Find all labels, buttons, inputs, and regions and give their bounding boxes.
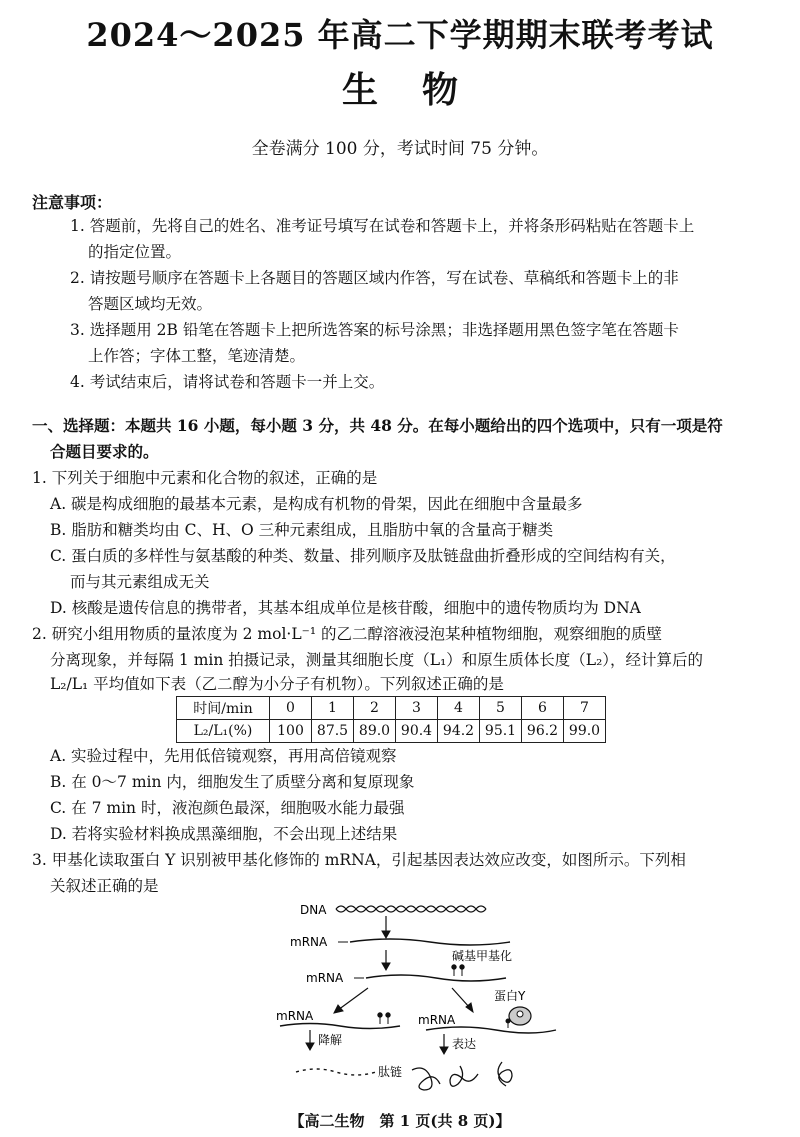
table-cell: 3 (396, 697, 438, 720)
section1-heading-cont: 合题目要求的。 (50, 442, 159, 461)
express-label: 表达 (452, 1037, 477, 1051)
arrow-icon (440, 1034, 448, 1054)
table-cell: 100 (270, 720, 312, 743)
arrow-icon (382, 950, 390, 970)
subject-title: 生物 (341, 69, 502, 111)
q2-stem-cont: 分离现象，并每隔 1 min 拍摄记录，测量其细胞长度（L₁）和原生质体长度（L₂），经计算后的 (50, 651, 704, 669)
mrna-strand-2 (366, 975, 506, 981)
mrna-strand-3 (280, 1024, 400, 1029)
mrna-label: mRNA (418, 1013, 456, 1027)
table-cell: 89.0 (354, 720, 396, 743)
q1-stem: 1. 下列关于细胞中元素和化合物的叙述，正确的是 (32, 469, 378, 487)
table-cell: 6 (522, 697, 564, 720)
notice-heading: 注意事项： (32, 193, 113, 212)
table-cell: 87.5 (312, 720, 354, 743)
table-cell: 4 (438, 697, 480, 720)
methyl-mark-icon (452, 965, 464, 976)
arrow-icon (306, 1030, 314, 1050)
section1-heading: 一、选择题：本题共 16 小题，每小题 3 分，共 48 分。在每小题给出的四个选项中，只有一项是符 (32, 416, 723, 435)
table-cell: 7 (564, 697, 606, 720)
protein-y-icon (509, 1007, 531, 1025)
mrna-strand-1 (350, 939, 510, 945)
notice-line: 3. 选择题用 2B 铅笔在答题卡上把所选答案的标号涂黑；非选择题用黑色签字笔在答题卡 (70, 321, 679, 339)
table-header-ratio: L₂/L₁(%) (177, 720, 270, 743)
dna-helix-icon (336, 906, 486, 912)
q2-stem-cont: L₂/L₁ 平均值如下表（乙二醇为小分子有机物）。下列叙述正确的是 (50, 675, 504, 693)
methyl-mark-icon (506, 1019, 510, 1028)
mrna-methylation-diagram (276, 898, 576, 1110)
exam-info: 全卷满分 100 分，考试时间 75 分钟。 (251, 139, 549, 159)
mrna-label: mRNA (276, 1009, 314, 1023)
q1-option-c-cont: 而与其元素组成无关 (70, 573, 210, 591)
notice-line: 上作答；字体工整，笔迹清楚。 (88, 347, 306, 365)
notice-line: 的指定位置。 (88, 243, 182, 261)
mrna-strand-4 (426, 1027, 556, 1033)
degrade-label: 降解 (318, 1033, 343, 1047)
methylation-label: 碱基甲基化 (452, 949, 513, 963)
table-cell: 94.2 (438, 720, 480, 743)
table-row (177, 697, 606, 720)
page-footer: 【高二生物 第 1 页(共 8 页)】 (289, 1112, 511, 1130)
table-cell: 96.2 (522, 720, 564, 743)
peptide-label: 肽链 (378, 1065, 403, 1079)
table-row (177, 720, 606, 743)
mrna-label: mRNA (306, 971, 344, 985)
table-cell: 2 (354, 697, 396, 720)
q2-data-table (176, 696, 606, 743)
q2-option-c: C. 在 7 min 时，液泡颜色最深，细胞吸水能力最强 (50, 799, 405, 817)
dna-label: DNA (300, 903, 327, 917)
q1-option-a: A. 碳是构成细胞的最基本元素，是构成有机物的骨架，因此在细胞中含量最多 (50, 495, 583, 513)
q3-stem: 3. 甲基化读取蛋白 Y 识别被甲基化修饰的 mRNA，引起基因表达效应改变，如图所示。下列相 (32, 851, 686, 869)
q2-option-d: D. 若将实验材料换成黑藻细胞，不会出现上述结果 (50, 825, 398, 843)
notice-line: 答题区域均无效。 (88, 295, 213, 313)
table-cell: 0 (270, 697, 312, 720)
notice-line: 4. 考试结束后，请将试卷和答题卡一并上交。 (70, 373, 385, 391)
table-cell: 99.0 (564, 720, 606, 743)
q2-stem: 2. 研究小组用物质的量浓度为 2 mol·L⁻¹ 的乙二醇溶液浸泡某种植物细胞，观察细胞的质壁 (32, 625, 662, 643)
table-cell: 90.4 (396, 720, 438, 743)
notice-line: 2. 请按题号顺序在答题卡上各题目的答题区域内作答，写在试卷、草稿纸和答题卡上的非 (70, 269, 679, 287)
q1-option-b: B. 脂肪和糖类均由 C、H、O 三种元素组成，且脂肪中氧的含量高于糖类 (50, 521, 554, 539)
arrow-icon (382, 916, 390, 938)
q3-stem-cont: 关叙述正确的是 (50, 877, 159, 895)
peptide-chain-icon (412, 1062, 512, 1090)
q2-option-a: A. 实验过程中，先用低倍镜观察，再用高倍镜观察 (50, 747, 397, 765)
protein-y-label: 蛋白Y (494, 989, 526, 1003)
mrna-label: mRNA (290, 935, 328, 949)
table-cell: 5 (480, 697, 522, 720)
q2-option-b: B. 在 0～7 min 内，细胞发生了质壁分离和复原现象 (50, 773, 415, 791)
notice-line: 1. 答题前，先将自己的姓名、准考证号填写在试卷和答题卡上，并将条形码粘贴在答题卡上 (70, 217, 695, 235)
exam-title: 2024～2025 年高二下学期期末联考考试 (86, 16, 714, 54)
q1-option-d: D. 核酸是遗传信息的携带者，其基本组成单位是核苷酸，细胞中的遗传物质均为 DNA (50, 599, 641, 617)
table-header-time: 时间/min (177, 697, 270, 720)
q1-option-c: C. 蛋白质的多样性与氨基酸的种类、数量、排列顺序及肽链盘曲折叠形成的空间结构有关， (50, 547, 676, 565)
table-cell: 1 (312, 697, 354, 720)
table-cell: 95.1 (480, 720, 522, 743)
arrow-icon (334, 988, 473, 1013)
methyl-mark-icon (378, 1013, 390, 1024)
degraded-fragments (296, 1069, 376, 1075)
